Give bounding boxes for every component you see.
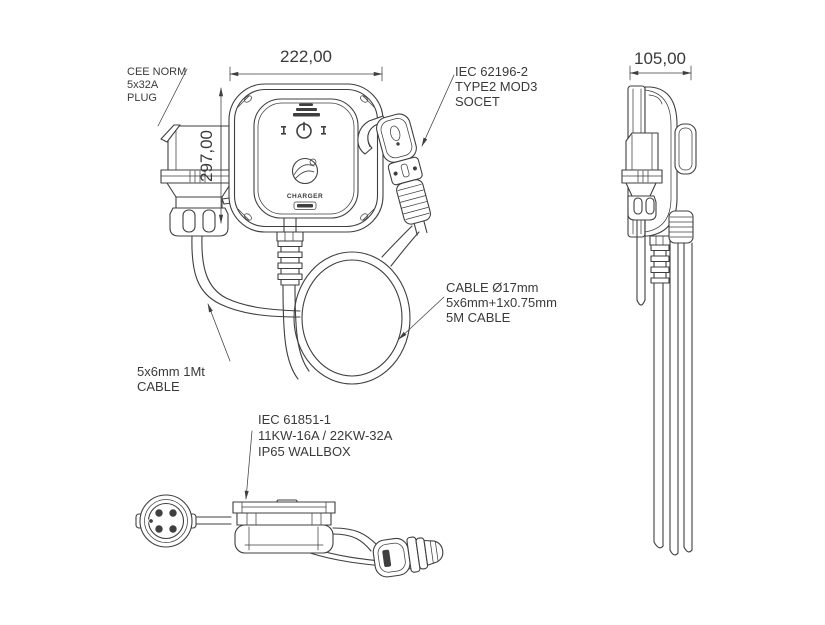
- type2-side-drawing: [669, 211, 693, 243]
- label-wallbox-line3: IP65 WALLBOX: [258, 444, 351, 459]
- label-type2-socket: [422, 64, 537, 146]
- label-cable5m-line1: CABLE Ø17mm: [446, 280, 539, 295]
- label-cable-5m: [399, 280, 557, 339]
- label-cee-plug: [127, 66, 187, 126]
- dim-side-width-value: 105,00: [634, 49, 686, 68]
- label-cable1m-line1: 5x6mm 1Mt: [137, 364, 205, 379]
- side-view-group: [622, 86, 696, 555]
- label-type2-line2: TYPE2 MOD3: [455, 79, 538, 94]
- dim-front-width-value: 222,00: [280, 47, 332, 66]
- wall-bracket-drawing: [675, 124, 696, 174]
- label-cable5m-line3: 5M CABLE: [446, 310, 511, 325]
- cable-loop-drawing: [283, 226, 419, 384]
- side-cables-drawing: [654, 243, 692, 555]
- label-type2-line1: IEC 62196-2: [455, 64, 528, 79]
- dimension-side-width: [630, 49, 691, 80]
- label-wallbox: [246, 412, 393, 499]
- bottom-view-group: [136, 495, 445, 578]
- label-wallbox-line2: 11KW-16A / 22KW-32A: [258, 428, 393, 443]
- label-cable1m-line2: CABLE: [137, 379, 180, 394]
- dim-front-height-value: 297,00: [197, 130, 216, 182]
- device-brand-text: CHARGER: [286, 193, 324, 200]
- front-view-group: [161, 84, 439, 384]
- label-cee-plug-line1: CEE NORM: [127, 66, 187, 78]
- wallbox-front-drawing: [229, 84, 383, 285]
- plug-pin-icon: [155, 525, 163, 533]
- dimension-front-width: [230, 47, 382, 81]
- label-type2-line3: SOCET: [455, 94, 500, 109]
- plug-pin-icon: [169, 525, 177, 533]
- side-gland-drawing: [650, 236, 670, 283]
- wallbox-top-drawing: [233, 500, 335, 553]
- label-cee-plug-line3: PLUG: [127, 92, 157, 104]
- label-cable-1m: [137, 304, 230, 394]
- cee-plug-face-drawing: [136, 495, 196, 547]
- plug-pin-icon: [169, 509, 177, 517]
- label-wallbox-line1: IEC 61851-1: [258, 412, 331, 427]
- plug-pin-icon: [149, 519, 154, 524]
- label-cable5m-line2: 5x6mm+1x0.75mm: [446, 295, 557, 310]
- type2-connector-bottom-drawing: [372, 532, 445, 578]
- plug-pin-icon: [155, 509, 163, 517]
- label-cee-plug-line2: 5x32A: [127, 79, 159, 91]
